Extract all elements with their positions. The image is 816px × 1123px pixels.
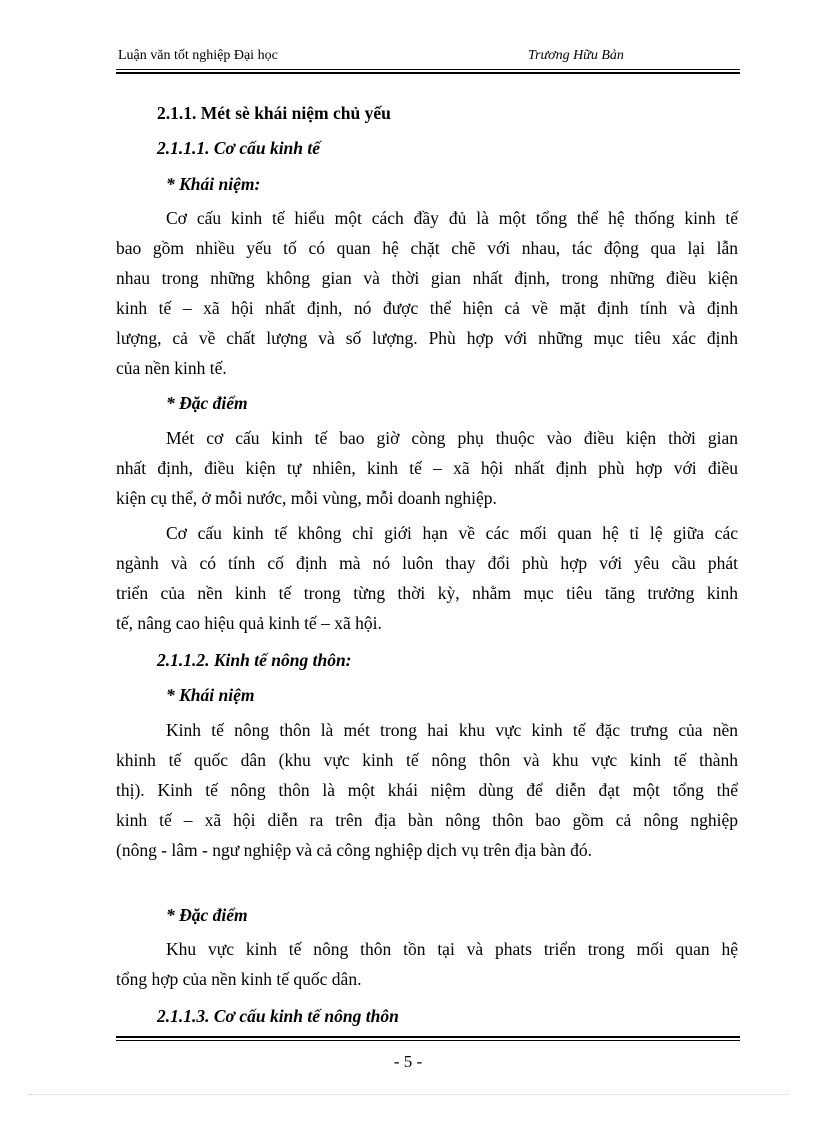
paragraph-line: triển của nền kinh tế trong từng thời kỳ, nhằm mục tiêu tăng trưởng kinh	[116, 583, 738, 603]
paragraph-line: thị). Kinh tế nông thôn là một khái niệm dùng để diễn đạt một tổng thể	[116, 780, 738, 800]
paragraph-line: tế, nâng cao hiệu quả kinh tế – xã hội.	[116, 613, 382, 633]
subheading-dac-diem-2: * Đặc điểm	[166, 905, 248, 925]
paragraph-line: Cơ cấu kinh tế không chỉ giới hạn về các mối quan hệ tỉ lệ giữa các	[166, 523, 738, 543]
paragraph-line: Cơ cấu kinh tế hiểu một cách đầy đủ là một tổng thể hệ thống kinh tế	[166, 208, 738, 228]
paragraph-line: của nền kinh tế.	[116, 358, 227, 378]
heading-2-1-1-3: 2.1.1.3. Cơ cấu kinh tế nông thôn	[157, 1006, 399, 1026]
page-header	[116, 48, 740, 70]
paragraph-line: kinh tế – xã hội diễn ra trên địa bàn nông thôn bao gồm cả nông nghiệp	[116, 810, 738, 830]
paragraph-line: tổng hợp của nền kinh tế quốc dân.	[116, 969, 362, 989]
paragraph-line: lượng, cả về chất lượng và số lượng. Phù hợp với những mục tiêu xác định	[116, 328, 738, 348]
paragraph-line: Khu vực kinh tế nông thôn tồn tại và phats triển trong mối quan hệ	[166, 939, 738, 959]
subheading-khai-niem-1: * Khái niệm:	[166, 174, 261, 194]
paragraph-line: khinh tế quốc dân (khu vực kinh tế nông thôn và khu vực kinh tế thành	[116, 750, 738, 770]
header-author: Trương Hữu Bản	[528, 48, 624, 63]
page-boundary-line	[28, 1094, 788, 1095]
heading-2-1-1-2: 2.1.1.2. Kinh tế nông thôn:	[157, 650, 352, 670]
paragraph-line: (nông - lâm - ngư nghiệp và cả công nghiệp dịch vụ trên địa bàn đó.	[116, 840, 593, 860]
heading-2-1-1: 2.1.1. Mét sè khái niệm chủ yếu	[157, 103, 391, 123]
footer-double-rule	[116, 1036, 740, 1041]
paragraph-line: kinh tế – xã hội nhất định, nó được thể hiện cả về mặt định tính và định	[116, 298, 738, 318]
header-thesis-title: Luận văn tốt nghiệp Đại học	[118, 48, 278, 63]
paragraph-line: ngành và có tính cố định mà nó luôn thay đổi phù hợp với yêu cầu phát	[116, 553, 738, 573]
heading-2-1-1-1: 2.1.1.1. Cơ cấu kinh tế	[157, 138, 321, 158]
subheading-khai-niem-2: * Khái niệm	[166, 685, 255, 705]
paragraph-line: bao gồm nhiều yếu tố có quan hệ chặt chẽ với nhau, tác động qua lại lẫn	[116, 238, 738, 258]
paragraph-line: Kinh tế nông thôn là mét trong hai khu vực kinh tế đặc trưng của nền	[166, 720, 738, 740]
page-number: - 5 -	[393, 1052, 423, 1071]
subheading-dac-diem-1: * Đặc điểm	[166, 393, 248, 413]
paragraph-line: kiện cụ thể, ở mỗi nước, mỗi vùng, mỗi doanh nghiệp.	[116, 488, 497, 508]
header-double-rule	[116, 69, 740, 74]
paragraph-line: nhất định, điều kiện tự nhiên, kinh tế – xã hội nhất định phù hợp với điều	[116, 458, 738, 478]
paragraph-line: nhau trong những không gian và thời gian nhất định, trong những điều kiện	[116, 268, 738, 288]
paragraph-line: Mét cơ cấu kinh tế bao giờ còng phụ thuộc vào điều kiện thời gian	[166, 428, 738, 448]
